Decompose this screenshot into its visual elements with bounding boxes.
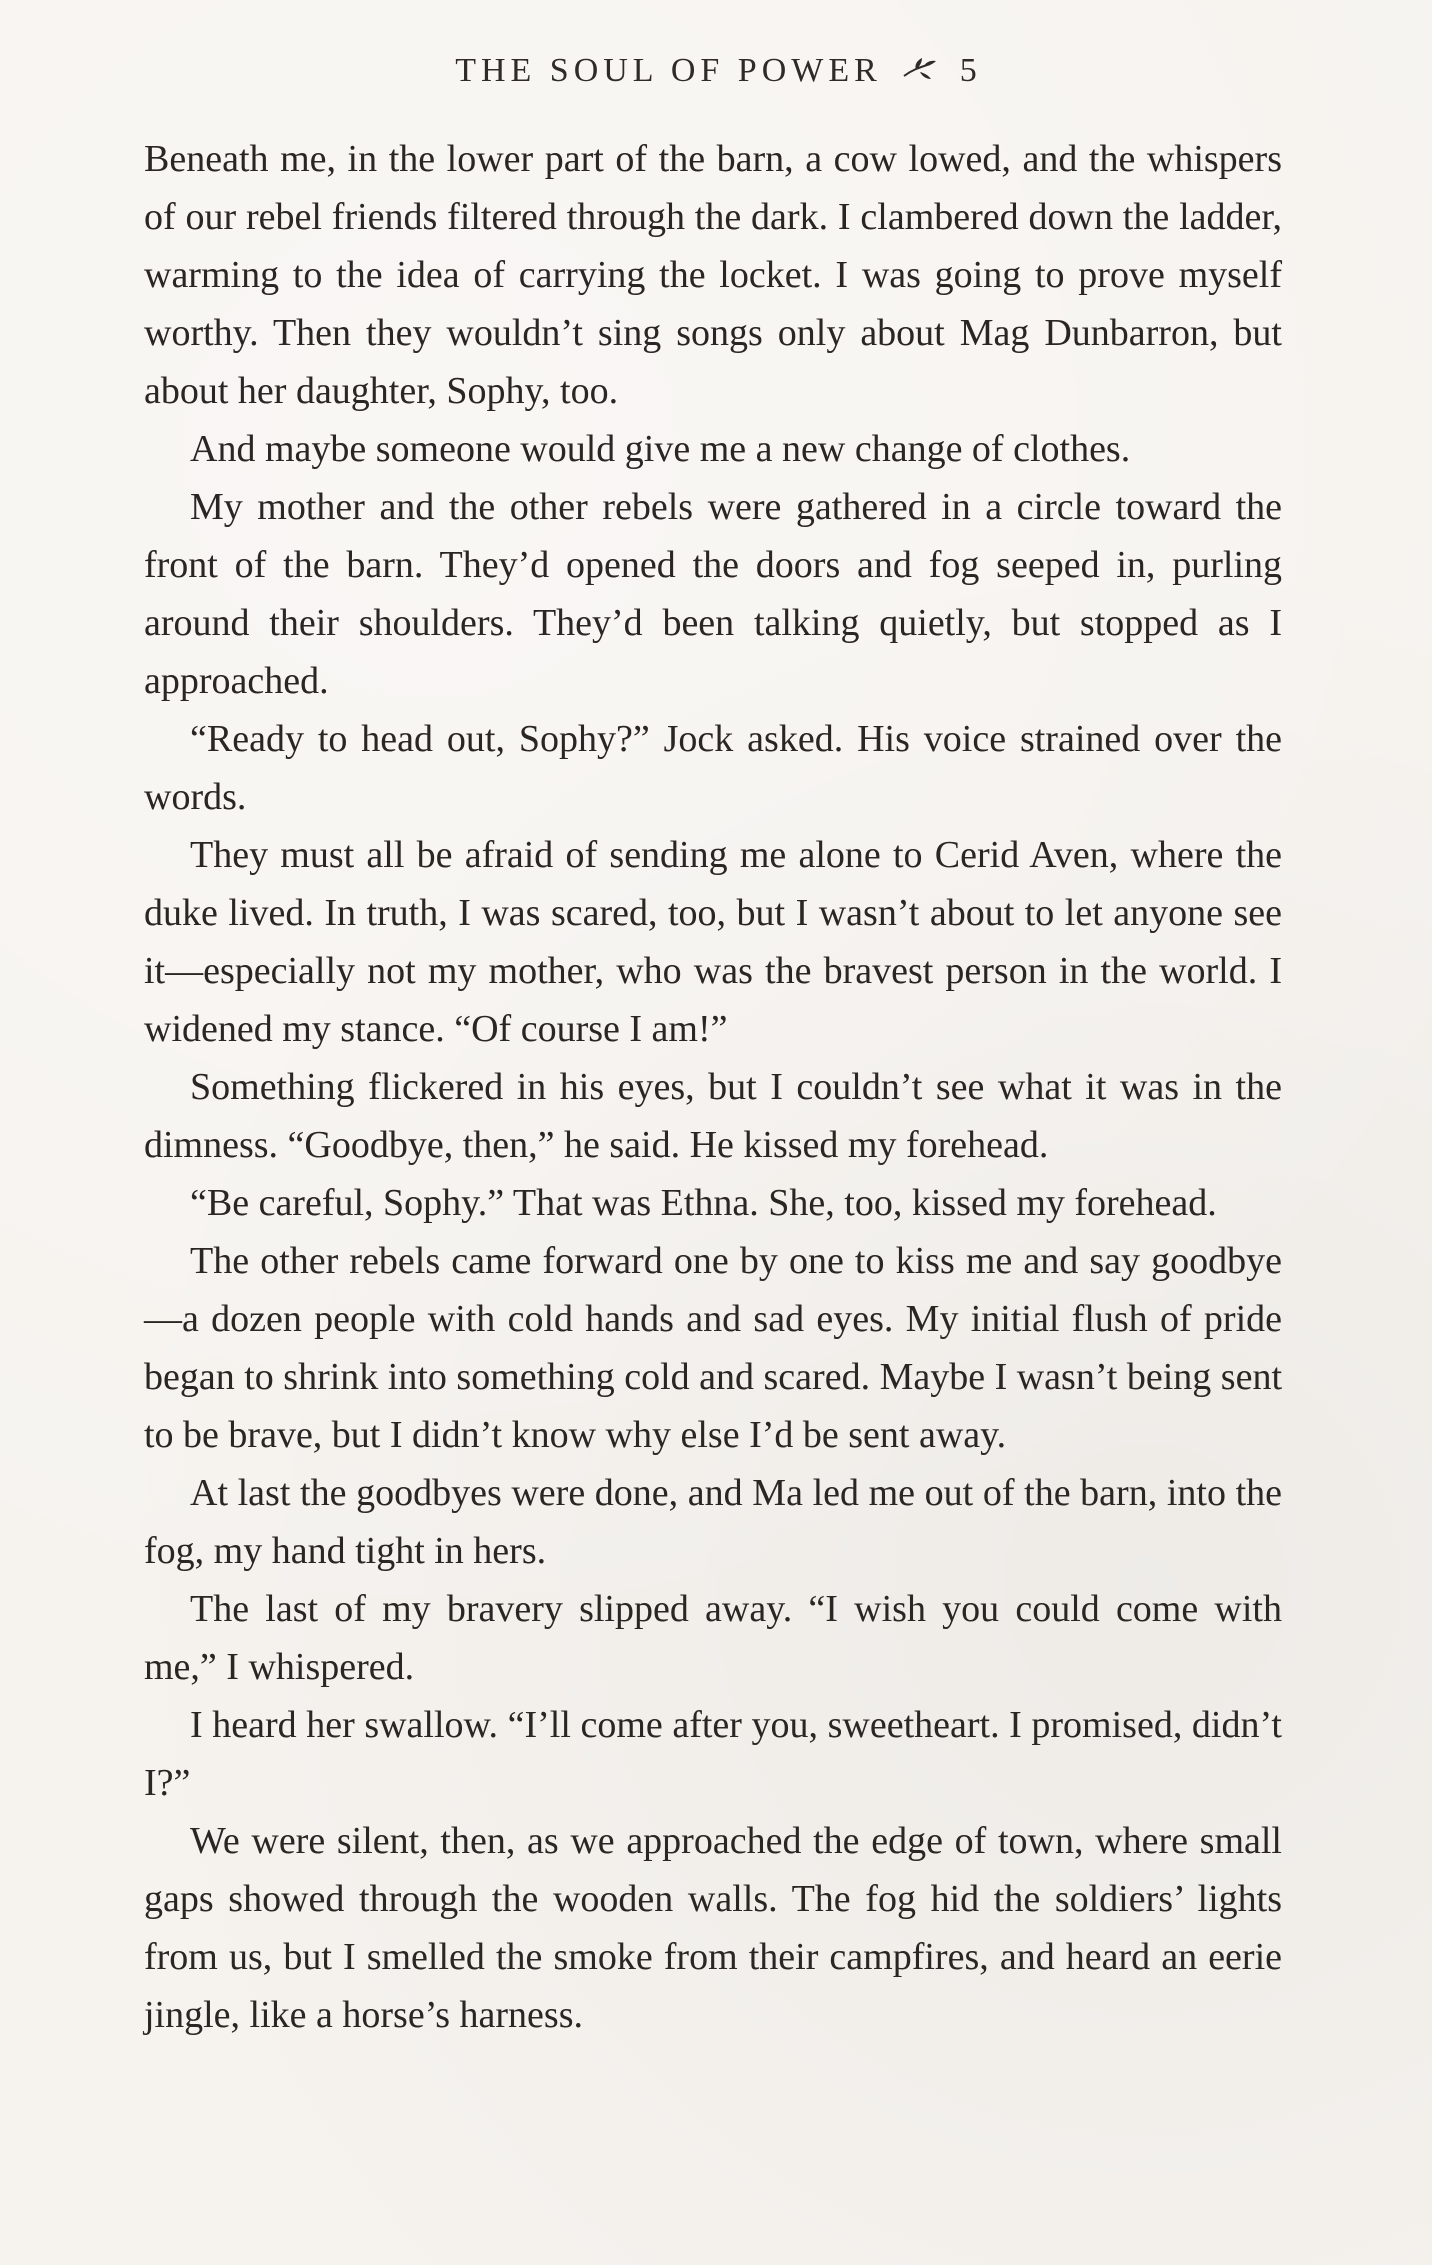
- paragraph-4: “Ready to head out, Sophy?” Jock asked. His voice strained over the words.: [144, 718, 1282, 818]
- leaf-sprig-icon: [900, 52, 940, 86]
- page-number: 5: [959, 52, 977, 89]
- paragraph-3: My mother and the other rebels were gathered in a circle toward the front of the barn. They’d opened the doors and fog seeped in, purling around their shoulders. They’d been talking quietly, but stopped as I approached.: [144, 486, 1282, 702]
- paragraph-11: I heard her swallow. “I’ll come after you, sweetheart. I promised, didn’t I?”: [144, 1704, 1282, 1804]
- paragraph-2: And maybe someone would give me a new change of clothes.: [190, 428, 1131, 470]
- paragraph-9: At last the goodbyes were done, and Ma led me out of the barn, into the fog, my hand tight in hers.: [144, 1472, 1282, 1572]
- paragraph-12: We were silent, then, as we approached the edge of town, where small gaps showed through the wooden walls. The fog hid the soldiers’ lights from us, but I smelled the smoke from their campfires, and heard an eerie jingle, like a horse’s harness.: [144, 1820, 1282, 2036]
- paragraph-6: Something flickered in his eyes, but I couldn’t see what it was in the dimness. “Goodbye, then,” he said. He kissed my forehead.: [144, 1066, 1282, 1166]
- paragraph-10: The last of my bravery slipped away. “I wish you could come with me,” I whispered.: [144, 1588, 1282, 1688]
- paragraph-7: “Be careful, Sophy.” That was Ethna. She, too, kissed my forehead.: [190, 1182, 1217, 1224]
- paragraph-1: Beneath me, in the lower part of the barn, a cow lowed, and the whispers of our rebel friends filtered through the dark. I clambered down the ladder, warming to the idea of carrying the locket. I was going to prove myself worthy. Then they wouldn’t sing songs only about Mag Dunbarron, but about her daughter, Sophy, too.: [144, 138, 1282, 412]
- running-title: THE SOUL OF POWER: [455, 52, 882, 89]
- paragraph-8: The other rebels came forward one by one to kiss me and say goodbye—a dozen people with cold hands and sad eyes. My initial flush of pride began to shrink into something cold and scared. Maybe I wasn’t being sent to be brave, but I didn’t know why else I’d be sent away.: [144, 1240, 1282, 1456]
- running-head: [0, 52, 1432, 90]
- paragraph-5: They must all be afraid of sending me alone to Cerid Aven, where the duke lived. In truth, I was scared, too, but I wasn’t about to let anyone see it—especially not my mother, who was the bravest person in the world. I widened my stance. “Of course I am!”: [144, 834, 1282, 1050]
- main-text: [144, 130, 1282, 2044]
